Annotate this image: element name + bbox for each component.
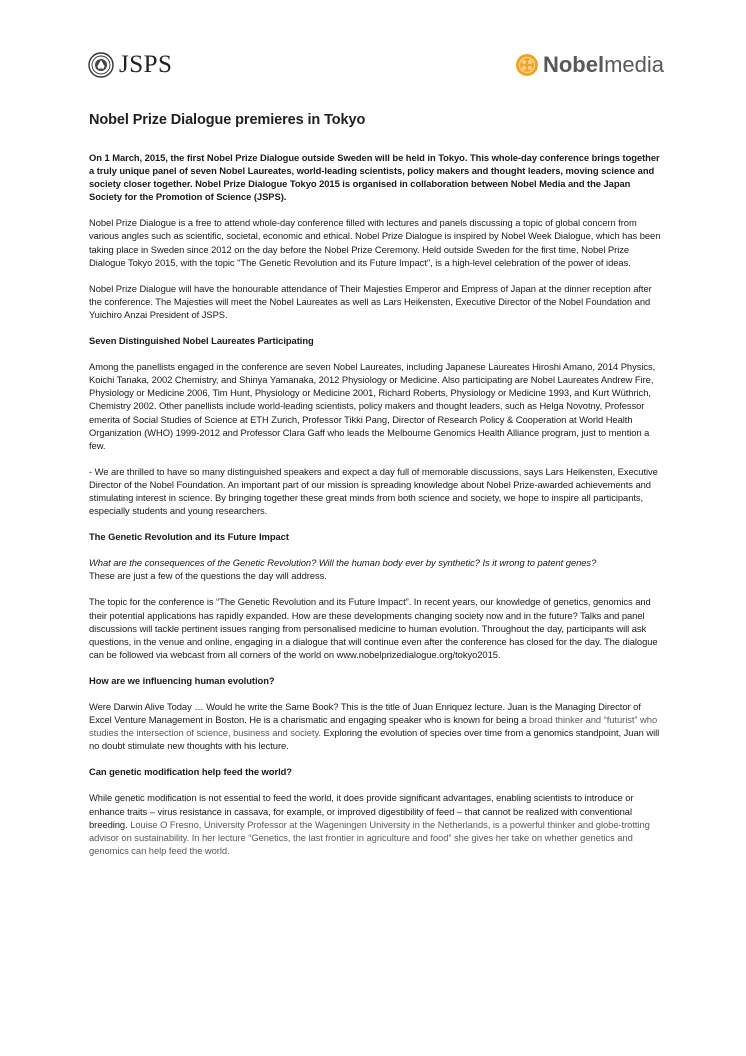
jsps-seal-icon xyxy=(88,52,114,78)
paragraph-darwin xyxy=(89,700,663,752)
darwin-text-grey: broad thinker and “futurist” who studies the intersection of science, business and society. xyxy=(89,714,658,739)
intro-paragraph: On 1 March, 2015, the first Nobel Prize Dialogue outside Sweden will be held in Tokyo. This whole-day conference brings together a truly unique panel of seven Nobel Laureates, world-leading scientists, policy makers and thought leaders, moving science and society closer together. Nobel Prize Dialogue Tokyo 2015 is organised in collaboration between Nobel Media and the Japan Society for the Promotion of Science (JSPS). xyxy=(89,152,660,203)
paragraph-topic: The topic for the conference is “The Genetic Revolution and its Future Impact”. In recent years, our knowledge of genetics, genomics and their potential applications has rapidly expanded. How are these developments changing society now and in the future? Talks and panel discussions will tackle pertinent issues ranging from personalised medicine to human evolution. Throughout the day, participants will ask questions, in the venue and online, engaging in a dialogue that will continue even after the conference has closed for the day. The dialogue can be followed via webcast from all corners of the world on www.nobelprizedialogue.org/tokyo2015. xyxy=(89,596,658,660)
nobelmedia-logo xyxy=(515,52,664,78)
darwin-text-b: Exploring the evolution of species over time from a genomics standpoint, Juan will no doubt stimulate new thoughts with his lecture. xyxy=(89,727,660,752)
page-header xyxy=(88,50,664,84)
section-heading-gm: Can genetic modification help feed the world? xyxy=(89,766,292,778)
section-heading-genetic-revolution: The Genetic Revolution and its Future Impact xyxy=(89,531,289,543)
article-body xyxy=(89,112,663,870)
nobelmedia-logo-bold: Nobel xyxy=(542,52,605,77)
gm-text-a: While genetic modification is not essential to feed the world, it does provide significant advantages, enabling scientists to introduce or enhance traits – virus resistance in cassava, for example, or improved digestibility of feed – that cannot be realized with conventional breeding. xyxy=(89,792,634,830)
article-title: Nobel Prize Dialogue premieres in Tokyo xyxy=(89,112,366,128)
section-heading-evolution: How are we influencing human evolution? xyxy=(89,674,275,686)
paragraph-questions xyxy=(89,556,663,582)
questions-italic: What are the consequences of the Genetic Revolution? Will the human body ever by synthetic? Is it wrong to patent genes? xyxy=(89,557,597,569)
section-heading-laureates: Seven Distinguished Nobel Laureates Participating xyxy=(89,335,314,347)
paragraph-overview: Nobel Prize Dialogue is a free to attend whole-day conference filled with lectures and panels discussing a topic of global concern from various angles such as scientific, societal, economic and ethical. Nobel Prize Dialogue is inspired by Nobel Week Dialogue, which has been taking place in Sweden since 2012 on the day before the Nobel Prize Ceremony. Held outside Sweden for the first time, Nobel Prize Dialogue Tokyo 2015, with the topic "The Genetic Revolution and its Future Impact", is a high-level celebration of the power of ideas. xyxy=(89,217,661,268)
paragraph-gm xyxy=(89,791,663,856)
paragraph-laureates: Among the panellists engaged in the conference are seven Nobel Laureates, including Japanese Laureates Hiroshi Amano, 2014 Physics, Koichi Tanaka, 2002 Chemistry, and Shinya Yamanaka, 2012 Physiology or Medicine. Also participating are Nobel Laureates Andrew Fire, Physiology or Medicine 2006, Tim Hunt, Physiology or Medicine 2001, Richard Roberts, Physiology or Medicine 1993, and Kurt Wüthrich, Chemistry 2002. Other panellists include world-leading scientists, policy makers and thought leaders, such as Helga Novotny, Professor emerita of Social Studies of Science at ETH Zurich, Professor Tikki Pang, Director of Research Policy & Cooperation at World Health Organization (WHO) 1999-2012 and Professor Clara Gaff who leads the Melbourne Genomics Health Alliance program, just to mention a few. xyxy=(89,361,656,451)
paragraph-quote: - We are thrilled to have so many distinguished speakers and expect a day full of memorable discussions, says Lars Heikensten, Executive Director of the Nobel Foundation. An important part of our mission is spreading knowledge about Nobel Prize-awarded achievements and stimulating interest in science. By bringing together these great minds from both science and society, we hope to inspire all participants, especially students and young researchers. xyxy=(89,465,658,517)
questions-followup: These are just a few of the questions the day will address. xyxy=(89,570,327,582)
jsps-logo xyxy=(88,52,172,78)
darwin-text-a: Were Darwin Alive Today … Would he write the Same Book? This is the title of Juan Enriquez lecture. Juan is the Managing Director of Excel Venture Management in Boston. He is a charismatic and engaging speaker who is known for being a xyxy=(89,701,641,726)
nobel-medal-icon xyxy=(515,53,539,77)
nobelmedia-logo-light: media xyxy=(604,52,664,77)
paragraph-majesties: Nobel Prize Dialogue will have the honourable attendance of Their Majesties Emperor and Empress of Japan at the dinner reception after the conference. The Majesties will meet the Nobel Laureates as well as Lars Heikensten, Executive Director of the Nobel Foundation and Yuichiro Anzai President of JSPS. xyxy=(89,282,652,320)
jsps-logo-text: JSPS xyxy=(119,51,173,78)
gm-text-grey: Louise O Fresno, University Professor at the Wageningen University in the Netherlands, is a powerful thinker and globe-trotting advisor on sustainability. In her lecture “Genetics, the last frontier in agriculture and food” she gives her take on whether genetics and genomics can help feed the world. xyxy=(89,818,650,856)
